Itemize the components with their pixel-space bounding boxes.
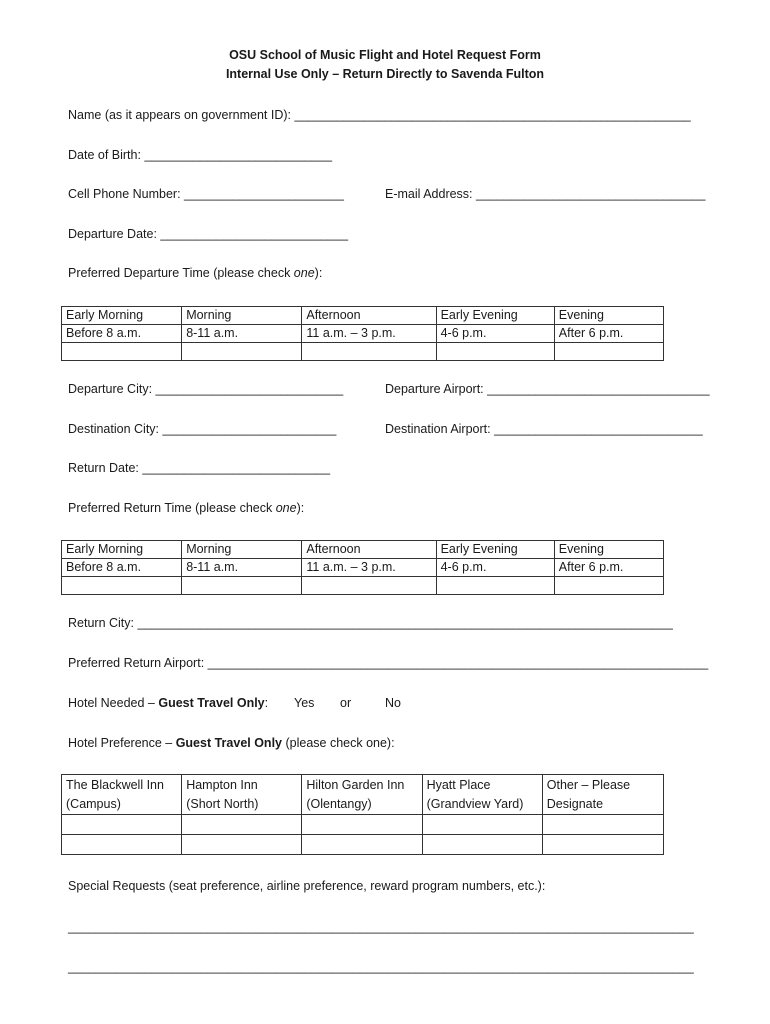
return-airport-label: Preferred Return Airport: bbox=[68, 656, 208, 670]
table-row bbox=[62, 559, 664, 577]
hotel-check-cell[interactable] bbox=[542, 815, 663, 835]
name-line[interactable]: _________________________________________________________ bbox=[294, 108, 691, 122]
hotel-check-cell[interactable] bbox=[62, 835, 182, 855]
destination-city-field bbox=[68, 422, 336, 436]
check-cell-early-morning[interactable] bbox=[62, 577, 182, 595]
hotel-pref-suffix: (please check one): bbox=[282, 736, 395, 750]
hotel-sub: (Grandview Yard) bbox=[426, 797, 524, 811]
time-range: Before 8 a.m. bbox=[62, 325, 182, 343]
dob-field bbox=[68, 148, 332, 162]
departure-date-field bbox=[68, 227, 348, 241]
return-time-table bbox=[61, 540, 664, 595]
time-header: Early Evening bbox=[436, 307, 554, 325]
pref-return-time-label bbox=[68, 501, 304, 515]
name-label: Name (as it appears on government ID): bbox=[68, 108, 295, 122]
destination-city-line[interactable]: _________________________ bbox=[162, 422, 337, 436]
cell-label: Cell Phone Number: bbox=[68, 187, 185, 201]
hotel-sub: (Campus) bbox=[66, 797, 121, 811]
table-row bbox=[62, 775, 664, 815]
return-airport-line[interactable]: ________________________________________________________________________ bbox=[207, 656, 709, 670]
destination-airport-label: Destination Airport: bbox=[385, 422, 495, 436]
pref-departure-time-prefix: Preferred Departure Time (please check bbox=[68, 266, 294, 280]
email-line[interactable]: _________________________________ bbox=[476, 187, 706, 201]
departure-time-table bbox=[61, 306, 664, 361]
check-cell-early-evening[interactable] bbox=[436, 343, 554, 361]
hotel-pref-prefix: Hotel Preference – bbox=[68, 736, 176, 750]
hotel-check-cell[interactable] bbox=[182, 815, 302, 835]
email-field bbox=[385, 187, 705, 201]
departure-airport-label: Departure Airport: bbox=[385, 382, 488, 396]
form-subtitle: Internal Use Only – Return Directly to Savenda Fulton bbox=[225, 67, 545, 81]
hotel-needed-bold: Guest Travel Only bbox=[158, 696, 265, 710]
time-header: Early Evening bbox=[436, 541, 554, 559]
hotel-name: Hampton Inn bbox=[186, 778, 258, 792]
time-header: Evening bbox=[554, 541, 663, 559]
check-cell-evening[interactable] bbox=[554, 577, 663, 595]
check-cell-afternoon[interactable] bbox=[302, 343, 436, 361]
departure-city-label: Departure City: bbox=[68, 382, 156, 396]
hotel-yes-option[interactable]: Yes bbox=[294, 696, 315, 710]
time-range: 11 a.m. – 3 p.m. bbox=[302, 559, 436, 577]
hotel-table bbox=[61, 774, 664, 855]
hotel-check-cell[interactable] bbox=[422, 815, 542, 835]
hotel-needed-prefix: Hotel Needed – bbox=[68, 696, 159, 710]
name-field bbox=[68, 108, 691, 122]
time-range: 4-6 p.m. bbox=[436, 325, 554, 343]
destination-city-label: Destination City: bbox=[68, 422, 163, 436]
time-header: Afternoon bbox=[302, 541, 436, 559]
hotel-cell bbox=[302, 775, 422, 815]
table-row bbox=[62, 815, 664, 835]
hotel-cell bbox=[62, 775, 182, 815]
pref-departure-time-label bbox=[68, 266, 322, 280]
return-city-label: Return City: bbox=[68, 616, 138, 630]
pref-time-one: one bbox=[275, 501, 297, 515]
table-row bbox=[62, 577, 664, 595]
dob-label: Date of Birth: bbox=[68, 148, 145, 162]
hotel-check-cell[interactable] bbox=[302, 815, 422, 835]
time-range: Before 8 a.m. bbox=[62, 559, 182, 577]
check-cell-early-evening[interactable] bbox=[436, 577, 554, 595]
departure-airport-line[interactable]: ________________________________ bbox=[487, 382, 710, 396]
check-cell-morning[interactable] bbox=[182, 343, 302, 361]
hotel-name: Hilton Garden Inn bbox=[306, 778, 405, 792]
departure-date-line[interactable]: ___________________________ bbox=[160, 227, 349, 241]
special-requests-label: Special Requests (seat preference, airline preference, reward program numbers, etc.): bbox=[68, 879, 546, 893]
return-date-line[interactable]: ___________________________ bbox=[142, 461, 331, 475]
form-title: OSU School of Music Flight and Hotel Request Form bbox=[229, 48, 541, 62]
hotel-name: Hyatt Place bbox=[426, 778, 491, 792]
hotel-cell bbox=[542, 775, 663, 815]
time-range: 8-11 a.m. bbox=[182, 325, 302, 343]
time-range: After 6 p.m. bbox=[554, 559, 663, 577]
hotel-pref-label bbox=[68, 736, 395, 750]
time-header: Early Morning bbox=[62, 541, 182, 559]
return-date-label: Return Date: bbox=[68, 461, 143, 475]
hotel-sub: Designate bbox=[546, 797, 604, 811]
hotel-sub: (Olentangy) bbox=[306, 797, 372, 811]
time-range: After 6 p.m. bbox=[554, 325, 663, 343]
pref-return-time-prefix: Preferred Return Time (please check bbox=[68, 501, 276, 515]
time-range: 8-11 a.m. bbox=[182, 559, 302, 577]
destination-airport-field bbox=[385, 422, 703, 436]
hotel-check-cell[interactable] bbox=[182, 835, 302, 855]
hotel-needed-label bbox=[68, 696, 268, 710]
hotel-needed-suffix: : bbox=[264, 696, 269, 710]
table-row bbox=[62, 835, 664, 855]
check-cell-morning[interactable] bbox=[182, 577, 302, 595]
hotel-no-option[interactable]: No bbox=[385, 696, 401, 710]
return-date-field bbox=[68, 461, 330, 475]
hotel-name: The Blackwell Inn bbox=[66, 778, 164, 792]
hotel-name: Other – Please bbox=[546, 778, 631, 792]
time-header: Morning bbox=[182, 307, 302, 325]
time-header: Evening bbox=[554, 307, 663, 325]
table-row bbox=[62, 541, 664, 559]
time-range: 4-6 p.m. bbox=[436, 559, 554, 577]
return-city-field bbox=[68, 616, 673, 630]
special-requests-line-2[interactable]: __________________________________________________________________________________________ bbox=[68, 960, 694, 974]
cell-line[interactable]: _______________________ bbox=[184, 187, 344, 201]
table-row bbox=[62, 307, 664, 325]
return-city-line[interactable]: _____________________________________________________________________________ bbox=[137, 616, 673, 630]
time-header: Early Morning bbox=[62, 307, 182, 325]
destination-airport-line[interactable]: ______________________________ bbox=[494, 422, 703, 436]
departure-city-line[interactable]: ___________________________ bbox=[155, 382, 344, 396]
hotel-cell bbox=[422, 775, 542, 815]
cell-field bbox=[68, 187, 344, 201]
check-cell-afternoon[interactable] bbox=[302, 577, 436, 595]
hotel-check-cell[interactable] bbox=[422, 835, 542, 855]
hotel-sub: (Short North) bbox=[186, 797, 259, 811]
check-cell-early-morning[interactable] bbox=[62, 343, 182, 361]
check-cell-evening[interactable] bbox=[554, 343, 663, 361]
hotel-check-cell[interactable] bbox=[62, 815, 182, 835]
table-row bbox=[62, 325, 664, 343]
hotel-check-cell[interactable] bbox=[542, 835, 663, 855]
departure-airport-field bbox=[385, 382, 710, 396]
time-range: 11 a.m. – 3 p.m. bbox=[302, 325, 436, 343]
return-airport-field bbox=[68, 656, 708, 670]
pref-time-suffix: ): bbox=[314, 266, 323, 280]
pref-time-one: one bbox=[293, 266, 315, 280]
departure-city-field bbox=[68, 382, 343, 396]
hotel-check-cell[interactable] bbox=[302, 835, 422, 855]
table-row bbox=[62, 343, 664, 361]
hotel-pref-bold: Guest Travel Only bbox=[175, 736, 282, 750]
hotel-or-text: or bbox=[340, 696, 352, 710]
time-header: Morning bbox=[182, 541, 302, 559]
dob-line[interactable]: ___________________________ bbox=[144, 148, 333, 162]
special-requests-line-1[interactable]: __________________________________________________________________________________________ bbox=[68, 920, 694, 934]
departure-date-label: Departure Date: bbox=[68, 227, 161, 241]
time-header: Afternoon bbox=[302, 307, 436, 325]
hotel-cell bbox=[182, 775, 302, 815]
pref-time-suffix: ): bbox=[296, 501, 305, 515]
email-label: E-mail Address: bbox=[385, 187, 477, 201]
